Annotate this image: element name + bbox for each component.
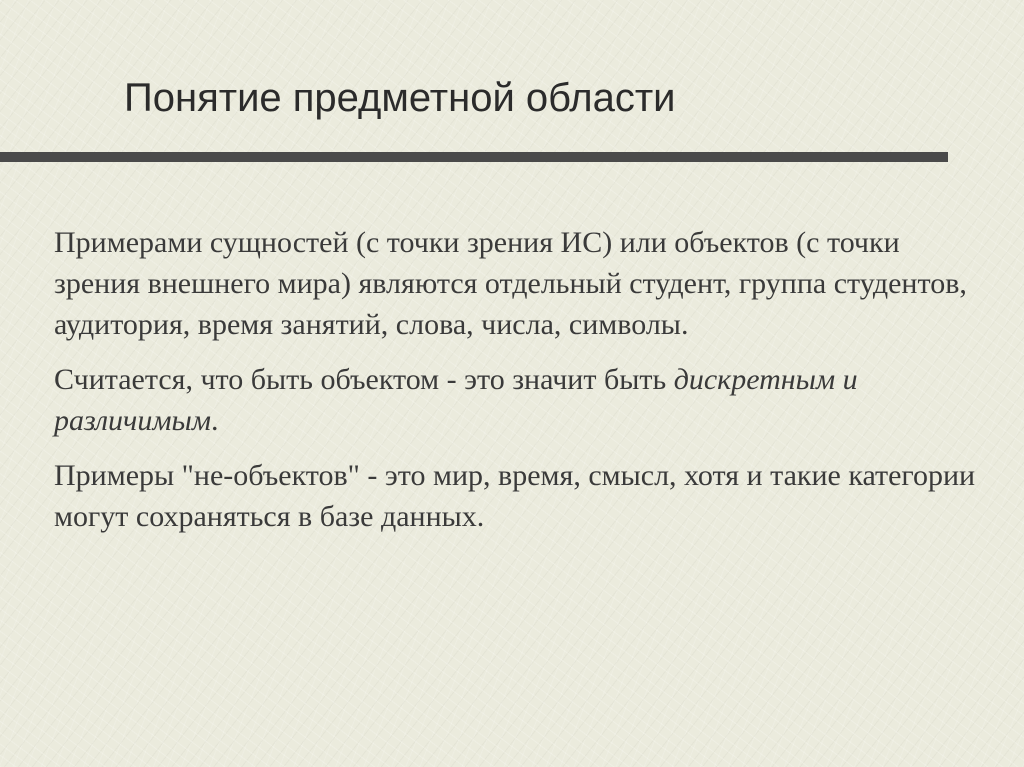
slide-title: Понятие предметной области xyxy=(124,76,676,120)
slide-body xyxy=(54,222,984,551)
paragraph-text-before: Считается, что быть объектом - это значит быть xyxy=(54,363,674,396)
paragraph-text-after: . xyxy=(210,404,219,437)
paragraph-object-definition xyxy=(54,359,984,441)
paragraph-entity-examples: Примерами сущностей (с точки зрения ИС) или объектов (с точки зрения внешнего мира) являются отдельный студент, группа студентов, аудитория, время занятий, слова, числа, символы. xyxy=(54,226,967,341)
paragraph-non-object-examples: Примеры "не-объектов" - это мир, время, смысл, хотя и такие категории могут сохраняться в базе данных. xyxy=(54,459,976,533)
paragraph-emphasis: дискретным и различимым xyxy=(54,363,858,437)
title-divider xyxy=(0,152,948,162)
